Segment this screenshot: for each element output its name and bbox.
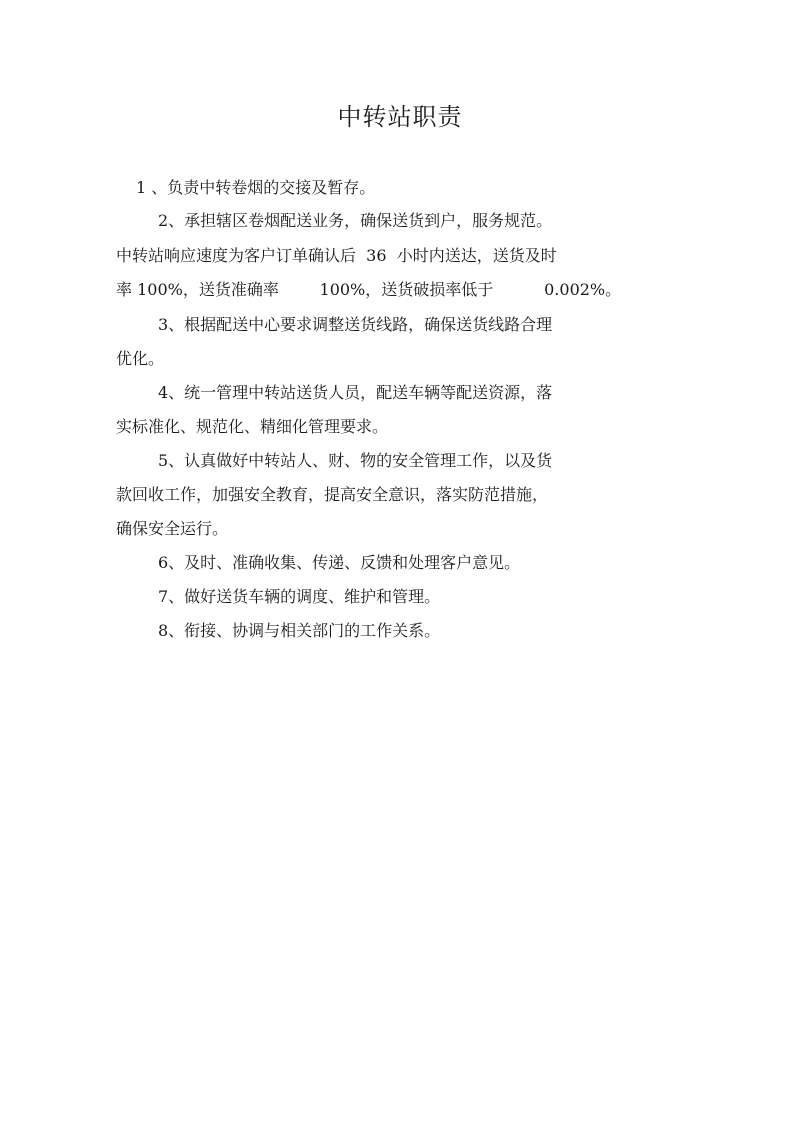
duty-item-4: 4、统一管理中转站送货人员，配送车辆等配送资源，落 — [158, 383, 553, 402]
duty-item-3-continuation: 优化。 — [116, 349, 165, 368]
duty-item-2-continuation: 率 100%，送货准确率 100%，送货破损率低于 0.002%。 — [116, 280, 622, 299]
document-title: 中转站职责 — [337, 103, 463, 131]
duty-item-1: 1 、负责中转卷烟的交接及暂存。 — [136, 178, 376, 197]
duty-item-6: 6、及时、准确收集、传递、反馈和处理客户意见。 — [158, 553, 521, 572]
duty-item-5-continuation: 款回收工作，加强安全教育，提高安全意识，落实防范措施， — [116, 485, 549, 504]
duty-item-7: 7、做好送货车辆的调度、维护和管理。 — [158, 587, 441, 606]
duty-item-8: 8、衔接、协调与相关部门的工作关系。 — [158, 621, 441, 640]
duty-item-2: 2、承担辖区卷烟配送业务，确保送货到户，服务规范。 — [158, 211, 553, 230]
duty-item-5-continuation: 确保安全运行。 — [116, 519, 229, 538]
duty-item-4-continuation: 实标准化、规范化、精细化管理要求。 — [116, 417, 389, 436]
duty-item-2-continuation: 中转站响应速度为客户订单确认后 36 小时内送达，送货及时 — [116, 246, 557, 265]
duty-item-3: 3、根据配送中心要求调整送货线路，确保送货线路合理 — [158, 315, 553, 334]
duty-item-5: 5、认真做好中转站人、财、物的安全管理工作，以及货 — [158, 451, 553, 470]
